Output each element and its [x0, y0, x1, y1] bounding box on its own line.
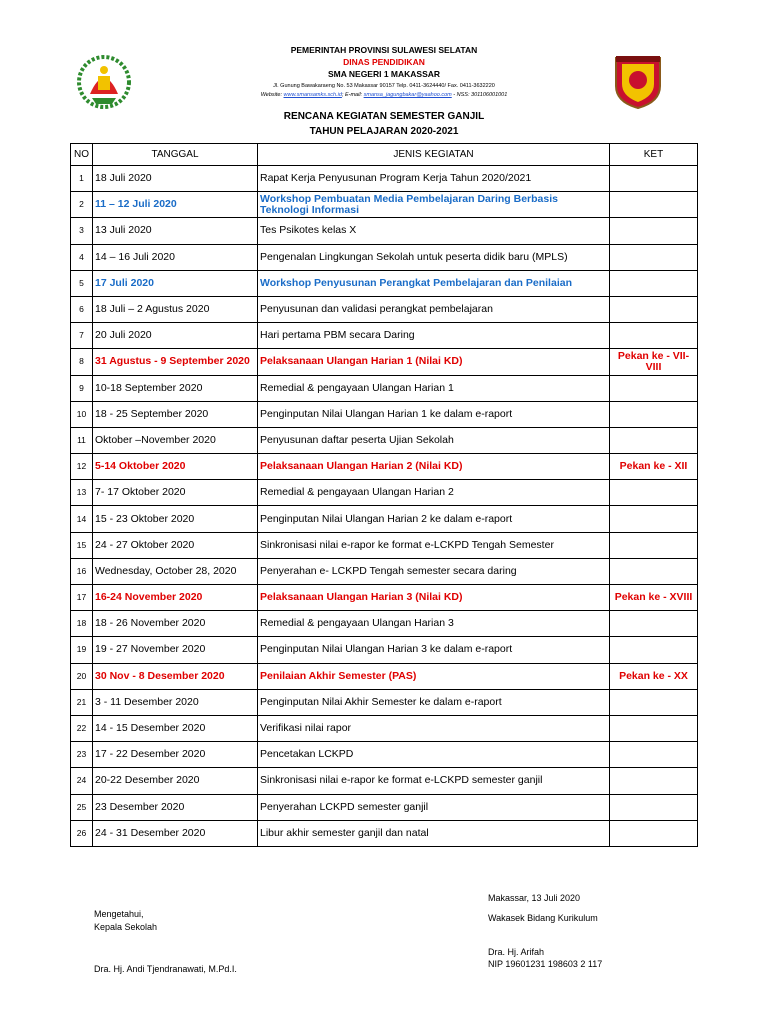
row-number: 20: [71, 663, 93, 689]
table-row: [71, 689, 698, 715]
email-label: ; E-mail:: [341, 92, 363, 98]
row-date: 16-24 November 2020: [93, 585, 258, 611]
row-activity: Sinkronisasi nilai e-rapor ke format e-LCKPD Tengah Semester: [258, 532, 610, 558]
table-row: [71, 532, 698, 558]
table-row: [71, 585, 698, 611]
row-number: 21: [71, 689, 93, 715]
row-date: 17 Juli 2020: [93, 270, 258, 296]
row-activity: Pengenalan Lingkungan Sekolah untuk peserta didik baru (MPLS): [258, 244, 610, 270]
letterhead: [0, 44, 768, 99]
row-activity: Sinkronisasi nilai e-rapor ke format e-LCKPD semester ganjil: [258, 768, 610, 794]
table-row: [71, 794, 698, 820]
row-date: 31 Agustus - 9 September 2020: [93, 349, 258, 375]
row-activity: Penyerahan e- LCKPD Tengah semester secara daring: [258, 558, 610, 584]
row-ket: [610, 244, 698, 270]
school-name: SMA NEGERI 1 MAKASSAR: [327, 69, 441, 79]
table-row: [71, 768, 698, 794]
row-date: 18 - 25 September 2020: [93, 401, 258, 427]
row-ket: [610, 296, 698, 322]
row-date: 30 Nov - 8 Desember 2020: [93, 663, 258, 689]
header-date: TANGGAL: [93, 144, 258, 166]
table-row: [71, 663, 698, 689]
row-date: 13 Juli 2020: [93, 218, 258, 244]
row-number: 18: [71, 611, 93, 637]
row-ket: [610, 401, 698, 427]
place-date: Makassar, 13 Juli 2020: [488, 893, 581, 903]
row-number: 14: [71, 506, 93, 532]
row-activity: Hari pertama PBM secara Daring: [258, 323, 610, 349]
row-date: Wednesday, October 28, 2020: [93, 558, 258, 584]
row-activity: Workshop Pembuatan Media Pembelajaran Daring Berbasis Teknologi Informasi: [258, 192, 610, 218]
row-ket: [610, 218, 698, 244]
row-ket: Pekan ke - VII-VIII: [610, 349, 698, 375]
website-label: Website:: [260, 92, 282, 98]
row-number: 19: [71, 637, 93, 663]
row-activity: Penginputan Nilai Ulangan Harian 2 ke dalam e-raport: [258, 506, 610, 532]
table-row: [71, 506, 698, 532]
row-ket: [610, 480, 698, 506]
row-activity: Penginputan Nilai Ulangan Harian 1 ke dalam e-raport: [258, 401, 610, 427]
table-row: [71, 715, 698, 741]
table-row: [71, 375, 698, 401]
row-activity: Penyerahan LCKPD semester ganjil: [258, 794, 610, 820]
row-activity: Penginputan Nilai Ulangan Harian 3 ke dalam e-raport: [258, 637, 610, 663]
row-date: 24 - 31 Desember 2020: [93, 820, 258, 846]
row-ket: [610, 742, 698, 768]
table-row: [71, 427, 698, 453]
row-number: 17: [71, 585, 93, 611]
row-ket: [610, 375, 698, 401]
row-number: 9: [71, 375, 93, 401]
row-number: 2: [71, 192, 93, 218]
row-number: 24: [71, 768, 93, 794]
signer-name-right: Dra. Hj. Arifah: [488, 947, 545, 957]
government-name: PEMERINTAH PROVINSI SULAWESI SELATAN: [290, 45, 478, 55]
row-ket: [610, 794, 698, 820]
principal-name: Dra. Hj. Andi Tjendranawati, M.Pd.I.: [94, 964, 237, 974]
row-ket: [610, 323, 698, 349]
contact-line: [0, 91, 768, 99]
row-date: 17 - 22 Desember 2020: [93, 742, 258, 768]
row-number: 26: [71, 820, 93, 846]
row-date: 19 - 27 November 2020: [93, 637, 258, 663]
row-number: 12: [71, 454, 93, 480]
row-date: 11 – 12 Juli 2020: [93, 192, 258, 218]
table-row: [71, 401, 698, 427]
row-activity: Penyusunan daftar peserta Ujian Sekolah: [258, 427, 610, 453]
nss-number: - NSS: 301106001001: [453, 92, 508, 98]
row-ket: [610, 611, 698, 637]
table-body: [71, 166, 698, 847]
row-number: 13: [71, 480, 93, 506]
signer-title-right: Wakasek Bidang Kurikulum: [488, 913, 598, 923]
table-row: [71, 742, 698, 768]
row-ket: [610, 506, 698, 532]
row-number: 5: [71, 270, 93, 296]
row-activity: Penginputan Nilai Akhir Semester ke dalam e-raport: [258, 689, 610, 715]
row-date: 7- 17 Oktober 2020: [93, 480, 258, 506]
row-ket: [610, 820, 698, 846]
row-activity: Remedial & pengayaan Ulangan Harian 1: [258, 375, 610, 401]
row-number: 8: [71, 349, 93, 375]
row-number: 15: [71, 532, 93, 558]
signer-nip-right: NIP 19601231 198603 2 117: [488, 959, 603, 969]
header-activity: JENIS KEGIATAN: [258, 144, 610, 166]
row-date: 14 - 15 Desember 2020: [93, 715, 258, 741]
title-line-2: TAHUN PELAJARAN 2020-2021: [309, 126, 459, 137]
row-ket: Pekan ke - XII: [610, 454, 698, 480]
row-date: 24 - 27 Oktober 2020: [93, 532, 258, 558]
row-activity: Pelaksanaan Ulangan Harian 2 (Nilai KD): [258, 454, 610, 480]
row-number: 6: [71, 296, 93, 322]
row-ket: [610, 637, 698, 663]
row-date: 14 – 16 Juli 2020: [93, 244, 258, 270]
table-row: [71, 244, 698, 270]
table-row: [71, 820, 698, 846]
row-date: 23 Desember 2020: [93, 794, 258, 820]
row-activity: Remedial & pengayaan Ulangan Harian 3: [258, 611, 610, 637]
row-ket: [610, 427, 698, 453]
header-ket: KET: [610, 144, 698, 166]
acknowledged-label: Mengetahui,: [94, 909, 144, 919]
row-date: 20-22 Desember 2020: [93, 768, 258, 794]
email-link[interactable]: smansa_jagungbakar@yaahoo.com: [363, 92, 452, 98]
table-row: [71, 192, 698, 218]
schedule-table: [70, 143, 698, 847]
row-number: 10: [71, 401, 93, 427]
row-ket: [610, 270, 698, 296]
table-row: [71, 296, 698, 322]
table-row: [71, 166, 698, 192]
row-activity: Tes Psikotes kelas X: [258, 218, 610, 244]
table-header-row: [71, 144, 698, 166]
row-ket: [610, 715, 698, 741]
header-no: NO: [71, 144, 93, 166]
table-row: [71, 218, 698, 244]
row-number: 25: [71, 794, 93, 820]
table-row: [71, 454, 698, 480]
row-date: 18 - 26 November 2020: [93, 611, 258, 637]
row-ket: Pekan ke - XX: [610, 663, 698, 689]
row-ket: [610, 768, 698, 794]
row-activity: Pelaksanaan Ulangan Harian 3 (Nilai KD): [258, 585, 610, 611]
row-activity: Workshop Penyusunan Perangkat Pembelajaran dan Penilaian: [258, 270, 610, 296]
row-ket: [610, 532, 698, 558]
row-date: Oktober –November 2020: [93, 427, 258, 453]
school-address: Jl. Gunung Bawakaraeng No. 53 Makassar 90157 Telp. 0411-3624440/ Fax. 0411-3632220: [273, 83, 495, 89]
row-date: 15 - 23 Oktober 2020: [93, 506, 258, 532]
row-number: 3: [71, 218, 93, 244]
row-activity: Rapat Kerja Penyusunan Program Kerja Tahun 2020/2021: [258, 166, 610, 192]
row-date: 10-18 September 2020: [93, 375, 258, 401]
row-activity: Penyusunan dan validasi perangkat pembelajaran: [258, 296, 610, 322]
row-number: 1: [71, 166, 93, 192]
row-ket: [610, 689, 698, 715]
row-activity: Pelaksanaan Ulangan Harian 1 (Nilai KD): [258, 349, 610, 375]
document-title: [0, 109, 768, 139]
website-link[interactable]: www.smansamks.sch.id: [283, 92, 342, 98]
table-row: [71, 480, 698, 506]
row-activity: Pencetakan LCKPD: [258, 742, 610, 768]
row-activity: Penilaian Akhir Semester (PAS): [258, 663, 610, 689]
row-activity: Libur akhir semester ganjil dan natal: [258, 820, 610, 846]
row-ket: [610, 192, 698, 218]
title-line-1: RENCANA KEGIATAN SEMESTER GANJIL: [283, 111, 485, 122]
table-row: [71, 349, 698, 375]
table-row: [71, 637, 698, 663]
row-date: 20 Juli 2020: [93, 323, 258, 349]
principal-title: Kepala Sekolah: [94, 922, 158, 932]
row-date: 5-14 Oktober 2020: [93, 454, 258, 480]
table-row: [71, 323, 698, 349]
row-number: 4: [71, 244, 93, 270]
row-number: 16: [71, 558, 93, 584]
row-activity: Verifikasi nilai rapor: [258, 715, 610, 741]
row-number: 23: [71, 742, 93, 768]
table-row: [71, 270, 698, 296]
row-date: 18 Juli 2020: [93, 166, 258, 192]
row-number: 7: [71, 323, 93, 349]
row-ket: [610, 166, 698, 192]
row-number: 22: [71, 715, 93, 741]
row-ket: [610, 558, 698, 584]
row-date: 18 Juli – 2 Agustus 2020: [93, 296, 258, 322]
table-row: [71, 558, 698, 584]
row-number: 11: [71, 427, 93, 453]
row-activity: Remedial & pengayaan Ulangan Harian 2: [258, 480, 610, 506]
row-date: 3 - 11 Desember 2020: [93, 689, 258, 715]
department-name: DINAS PENDIDIKAN: [343, 57, 425, 67]
table-row: [71, 611, 698, 637]
row-ket: Pekan ke - XVIII: [610, 585, 698, 611]
